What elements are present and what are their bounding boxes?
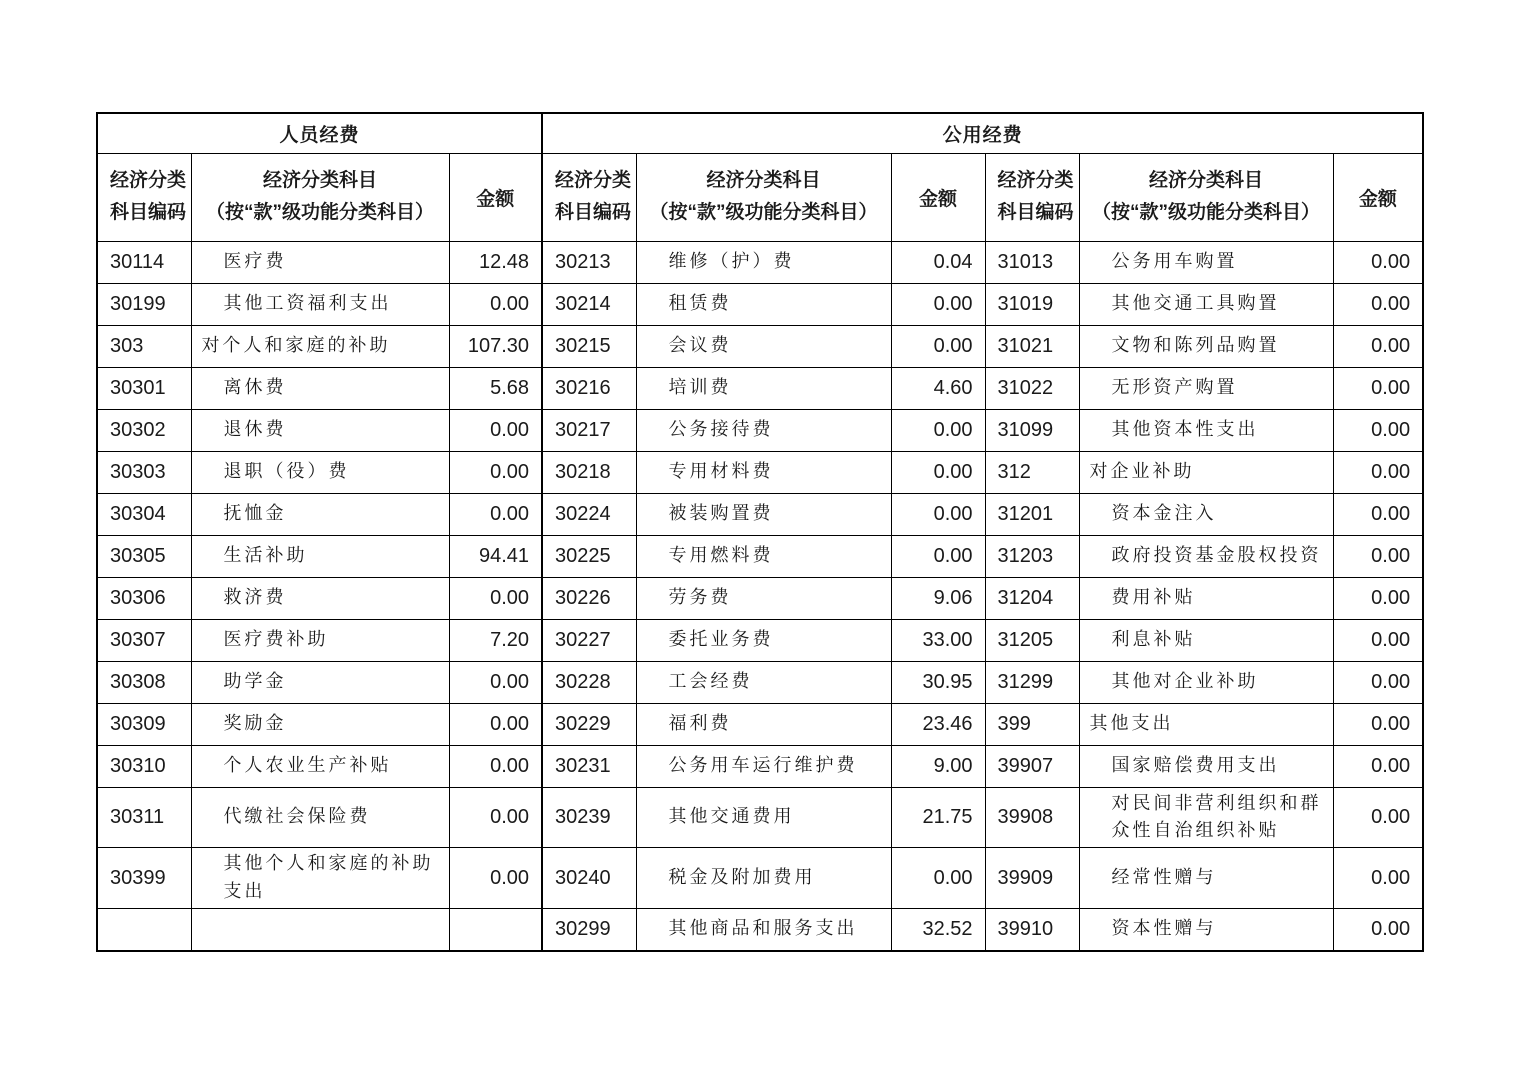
amount-cell: 12.48 [449, 241, 542, 283]
amount-cell: 0.00 [449, 451, 542, 493]
amount-cell: 0.00 [891, 409, 985, 451]
name-cell: 代缴社会保险费 [191, 787, 449, 848]
name-cell: 助学金 [191, 661, 449, 703]
code-cell: 30213 [542, 241, 636, 283]
amount-cell: 0.00 [1333, 619, 1423, 661]
amount-cell: 0.00 [1333, 367, 1423, 409]
name-cell: 工会经费 [636, 661, 891, 703]
amount-cell: 0.00 [449, 661, 542, 703]
name-cell: 退休费 [191, 409, 449, 451]
code-cell: 31299 [985, 661, 1079, 703]
column-header-name-1 [191, 153, 449, 241]
table-row [97, 535, 1423, 577]
name-cell: 专用材料费 [636, 451, 891, 493]
amount-cell: 23.46 [891, 703, 985, 745]
column-header-amount-3: 金额 [1333, 153, 1423, 241]
column-header-code-2 [542, 153, 636, 241]
code-header-line2: 科目编码 [110, 202, 187, 223]
code-cell: 399 [985, 703, 1079, 745]
name-cell: 利息补贴 [1079, 619, 1333, 661]
amount-cell: 0.00 [1333, 325, 1423, 367]
amount-cell: 21.75 [891, 787, 985, 848]
name-cell: 税金及附加费用 [636, 848, 891, 909]
name-header-line1: 经济分类科目 [706, 169, 821, 191]
name-cell: 抚恤金 [191, 493, 449, 535]
amount-cell: 0.00 [449, 577, 542, 619]
amount-cell: 32.52 [891, 909, 985, 951]
amount-cell: 107.30 [449, 325, 542, 367]
amount-cell: 0.00 [891, 848, 985, 909]
name-cell: 救济费 [191, 577, 449, 619]
amount-cell: 0.04 [891, 241, 985, 283]
code-cell: 30226 [542, 577, 636, 619]
name-cell: 其他商品和服务支出 [636, 909, 891, 951]
table-row [97, 241, 1423, 283]
amount-cell: 0.00 [1333, 241, 1423, 283]
code-cell: 30306 [97, 577, 191, 619]
amount-cell: 30.95 [891, 661, 985, 703]
amount-cell: 0.00 [891, 493, 985, 535]
table-body [97, 241, 1423, 951]
name-cell: 培训费 [636, 367, 891, 409]
name-header-line2: （按“款”级功能分类科目） [1092, 202, 1321, 223]
section-header-row [97, 113, 1423, 153]
name-cell: 医疗费 [191, 241, 449, 283]
code-cell: 31019 [985, 283, 1079, 325]
name-cell: 医疗费补助 [191, 619, 449, 661]
amount-cell: 0.00 [1333, 451, 1423, 493]
table-row [97, 619, 1423, 661]
name-cell: 资本金注入 [1079, 493, 1333, 535]
amount-cell: 94.41 [449, 535, 542, 577]
amount-cell: 0.00 [891, 325, 985, 367]
code-cell: 39910 [985, 909, 1079, 951]
amount-cell: 0.00 [1333, 909, 1423, 951]
code-cell: 30216 [542, 367, 636, 409]
amount-cell: 0.00 [449, 283, 542, 325]
name-cell: 其他个人和家庭的补助支出 [191, 848, 449, 909]
section-header-public-funds: 公用经费 [542, 113, 1423, 153]
name-cell: 会议费 [636, 325, 891, 367]
name-cell: 公务用车购置 [1079, 241, 1333, 283]
table-row [97, 745, 1423, 787]
amount-cell: 0.00 [449, 848, 542, 909]
code-header-line1: 经济分类 [110, 169, 187, 191]
code-cell: 30214 [542, 283, 636, 325]
amount-cell: 0.00 [449, 745, 542, 787]
amount-cell: 5.68 [449, 367, 542, 409]
code-cell: 31013 [985, 241, 1079, 283]
name-cell: 其他资本性支出 [1079, 409, 1333, 451]
amount-cell: 0.00 [1333, 535, 1423, 577]
name-cell: 公务接待费 [636, 409, 891, 451]
column-header-code-1 [97, 153, 191, 241]
code-header-line1: 经济分类 [555, 169, 632, 191]
name-cell: 无形资产购置 [1079, 367, 1333, 409]
name-cell: 生活补助 [191, 535, 449, 577]
amount-cell: 0.00 [1333, 577, 1423, 619]
code-cell [97, 909, 191, 951]
name-cell: 其他交通工具购置 [1079, 283, 1333, 325]
name-cell: 其他交通费用 [636, 787, 891, 848]
table-row [97, 283, 1423, 325]
amount-cell: 0.00 [891, 535, 985, 577]
column-header-row [97, 153, 1423, 241]
name-cell: 公务用车运行维护费 [636, 745, 891, 787]
code-cell: 31099 [985, 409, 1079, 451]
table-row [97, 577, 1423, 619]
amount-cell: 0.00 [1333, 661, 1423, 703]
table-row [97, 325, 1423, 367]
amount-cell: 0.00 [1333, 745, 1423, 787]
name-cell: 离休费 [191, 367, 449, 409]
code-cell: 30217 [542, 409, 636, 451]
table-row [97, 787, 1423, 848]
code-header-line2: 科目编码 [997, 202, 1074, 223]
name-cell: 其他对企业补助 [1079, 661, 1333, 703]
name-cell: 其他支出 [1079, 703, 1333, 745]
code-cell: 30199 [97, 283, 191, 325]
code-cell: 30228 [542, 661, 636, 703]
name-cell: 国家赔偿费用支出 [1079, 745, 1333, 787]
code-header-line1: 经济分类 [997, 169, 1074, 191]
name-header-line1: 经济分类科目 [1149, 169, 1264, 191]
column-header-name-2 [636, 153, 891, 241]
table-row [97, 703, 1423, 745]
name-cell: 委托业务费 [636, 619, 891, 661]
code-cell: 30307 [97, 619, 191, 661]
code-cell: 31022 [985, 367, 1079, 409]
code-cell: 30301 [97, 367, 191, 409]
amount-cell: 0.00 [891, 283, 985, 325]
amount-cell: 0.00 [449, 703, 542, 745]
amount-cell: 33.00 [891, 619, 985, 661]
name-cell: 专用燃料费 [636, 535, 891, 577]
code-cell: 31021 [985, 325, 1079, 367]
code-cell: 30299 [542, 909, 636, 951]
amount-cell: 0.00 [1333, 848, 1423, 909]
name-cell: 文物和陈列品购置 [1079, 325, 1333, 367]
code-cell: 39907 [985, 745, 1079, 787]
code-cell: 31201 [985, 493, 1079, 535]
name-cell: 费用补贴 [1079, 577, 1333, 619]
column-header-code-3 [985, 153, 1079, 241]
code-cell: 30227 [542, 619, 636, 661]
name-header-line1: 经济分类科目 [262, 169, 377, 191]
name-cell: 维修（护）费 [636, 241, 891, 283]
table-row [97, 409, 1423, 451]
code-cell: 312 [985, 451, 1079, 493]
column-header-name-3 [1079, 153, 1333, 241]
code-cell: 30240 [542, 848, 636, 909]
code-cell: 30311 [97, 787, 191, 848]
column-header-amount-1: 金额 [449, 153, 542, 241]
code-cell: 39908 [985, 787, 1079, 848]
name-cell: 租赁费 [636, 283, 891, 325]
section-header-personnel-funds: 人员经费 [97, 113, 542, 153]
code-cell: 30309 [97, 703, 191, 745]
name-cell: 福利费 [636, 703, 891, 745]
amount-cell: 7.20 [449, 619, 542, 661]
code-cell: 30224 [542, 493, 636, 535]
code-cell: 30215 [542, 325, 636, 367]
name-cell: 劳务费 [636, 577, 891, 619]
code-cell: 30225 [542, 535, 636, 577]
name-header-line2: （按“款”级功能分类科目） [649, 202, 878, 223]
name-cell: 个人农业生产补贴 [191, 745, 449, 787]
code-cell: 31205 [985, 619, 1079, 661]
table-row [97, 848, 1423, 909]
code-cell: 30114 [97, 241, 191, 283]
table-row [97, 909, 1423, 951]
amount-cell: 0.00 [1333, 493, 1423, 535]
name-cell: 政府投资基金股权投资 [1079, 535, 1333, 577]
table-row [97, 493, 1423, 535]
code-cell: 30308 [97, 661, 191, 703]
name-cell [191, 909, 449, 951]
code-cell: 39909 [985, 848, 1079, 909]
amount-cell: 9.06 [891, 577, 985, 619]
amount-cell: 0.00 [449, 409, 542, 451]
code-cell: 30229 [542, 703, 636, 745]
code-cell: 30399 [97, 848, 191, 909]
column-header-amount-2: 金额 [891, 153, 985, 241]
amount-cell: 0.00 [449, 787, 542, 848]
name-cell: 被装购置费 [636, 493, 891, 535]
code-cell: 31204 [985, 577, 1079, 619]
code-header-line2: 科目编码 [555, 202, 632, 223]
amount-cell [449, 909, 542, 951]
code-cell: 30305 [97, 535, 191, 577]
amount-cell: 0.00 [891, 451, 985, 493]
amount-cell: 9.00 [891, 745, 985, 787]
amount-cell: 0.00 [1333, 703, 1423, 745]
name-cell: 对个人和家庭的补助 [191, 325, 449, 367]
amount-cell: 0.00 [1333, 787, 1423, 848]
code-cell: 30218 [542, 451, 636, 493]
code-cell: 303 [97, 325, 191, 367]
code-cell: 30304 [97, 493, 191, 535]
name-cell: 对企业补助 [1079, 451, 1333, 493]
name-header-line2: （按“款”级功能分类科目） [205, 202, 434, 223]
code-cell: 30303 [97, 451, 191, 493]
code-cell: 30302 [97, 409, 191, 451]
name-cell: 退职（役）费 [191, 451, 449, 493]
code-cell: 31203 [985, 535, 1079, 577]
amount-cell: 0.00 [449, 493, 542, 535]
name-cell: 对民间非营利组织和群众性自治组织补贴 [1079, 787, 1333, 848]
budget-table [96, 112, 1424, 952]
code-cell: 30239 [542, 787, 636, 848]
name-cell: 奖励金 [191, 703, 449, 745]
amount-cell: 4.60 [891, 367, 985, 409]
name-cell: 其他工资福利支出 [191, 283, 449, 325]
table-row [97, 451, 1423, 493]
code-cell: 30231 [542, 745, 636, 787]
amount-cell: 0.00 [1333, 283, 1423, 325]
code-cell: 30310 [97, 745, 191, 787]
table-row [97, 661, 1423, 703]
name-cell: 经常性赠与 [1079, 848, 1333, 909]
name-cell: 资本性赠与 [1079, 909, 1333, 951]
table-row [97, 367, 1423, 409]
amount-cell: 0.00 [1333, 409, 1423, 451]
